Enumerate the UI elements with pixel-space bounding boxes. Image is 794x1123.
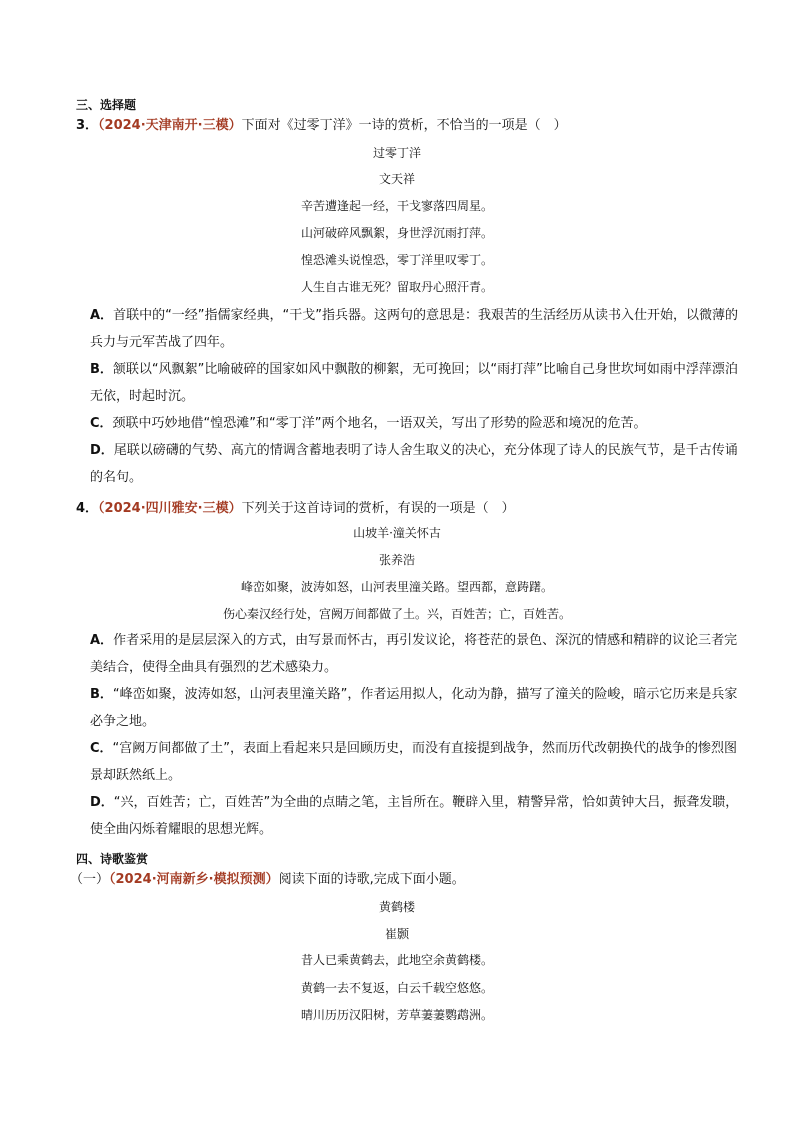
poem-line: 人生自古谁无死？留取丹心照汗青。 (300, 280, 493, 294)
option-text: 首联中的“一经”指儒家经典，“干戈”指兵器。这两句的意思是：我艰苦的生活经历从读书入仕开始，以微薄的兵力与元军苦战了四年。 (90, 308, 739, 350)
question-number: 3． (76, 118, 99, 133)
option-label: A． (90, 633, 114, 648)
question-text: 阅读下面的诗歌,完成下面小题。 (278, 872, 465, 887)
option-a[interactable] (90, 302, 740, 356)
option-label: D． (90, 795, 114, 810)
question-text: 下列关于这首诗词的赏析，有误的一项是（ ） (241, 501, 515, 516)
option-text: “兴，百姓苦；亡，百姓苦”为全曲的点睛之笔，主旨所在。鞭辟入里，精警异常，恰如黄钟大吕，振聋发聩，使全曲闪烁着耀眼的思想光辉。 (90, 795, 739, 837)
option-a[interactable] (90, 627, 740, 681)
option-text: 尾联以磅礴的气势、高亢的情调含蓄地表明了诗人舍生取义的决心，充分体现了诗人的民族气节，是千古传诵的名句。 (90, 443, 738, 485)
section-heading-4: 四、诗歌鉴赏 (76, 852, 149, 866)
question-3-stem (76, 114, 567, 133)
option-c[interactable] (90, 735, 740, 789)
option-label: A． (90, 308, 114, 323)
section-heading-3: 三、选择题 (76, 98, 137, 112)
question-number: 4． (76, 501, 99, 516)
option-c[interactable] (90, 410, 740, 437)
option-b[interactable] (90, 681, 740, 735)
poem-line: 峰峦如聚，波涛如怒，山河表里潼关路。望西都，意踌躇。 (240, 580, 553, 594)
question-source: （2024·天津南开·三模） (98, 118, 242, 133)
poem-line: 惶恐滩头说惶恐，零丁洋里叹零丁。 (300, 253, 493, 267)
part-1-stem (70, 868, 465, 887)
poem-title: 过零丁洋 (372, 146, 421, 160)
poem-title: 黄鹤楼 (378, 900, 415, 914)
poem-line: 伤心秦汉经行处，宫阙万间都做了土。兴，百姓苦；亡，百姓苦。 (222, 607, 571, 621)
option-label: D． (90, 443, 114, 458)
part-prefix: （一） (70, 872, 110, 887)
poem-title: 山坡羊·潼关怀古 (353, 526, 441, 540)
option-text: “峰峦如聚，波涛如怒，山河表里潼关路”，作者运用拟人，化动为静，描写了潼关的险峻，暗示它历来是兵家必争之地。 (90, 687, 738, 729)
option-label: C． (90, 416, 113, 431)
question-source: （2024·四川雅安·三模） (98, 501, 242, 516)
option-text: “宫阙万间都做了土”，表面上看起来只是回顾历史，而没有直接提到战争，然而历代改朝换代的战争的惨烈图景却跃然纸上。 (90, 741, 738, 783)
question-source: （2024·河南新乡·模拟预测） (109, 872, 279, 887)
poem-line: 黄鹤一去不复返，白云千载空悠悠。 (300, 981, 493, 995)
option-label: B． (90, 687, 113, 702)
poem-line: 昔人已乘黄鹤去，此地空余黄鹤楼。 (300, 953, 493, 967)
poem-author: 张养浩 (378, 553, 415, 567)
question-text: 下面对《过零丁洋》一诗的赏析，不恰当的一项是（ ） (241, 118, 567, 133)
option-b[interactable] (90, 356, 740, 410)
option-text: 颈联中巧妙地借“惶恐滩”和“零丁洋”两个地名，一语双关，写出了形势的险恶和境况的危苦。 (112, 416, 647, 431)
option-d[interactable] (90, 437, 740, 491)
poem-author: 崔颢 (384, 927, 409, 941)
option-label: C． (90, 741, 113, 756)
poem-line: 晴川历历汉阳树，芳草萋萋鹦鹉洲。 (300, 1008, 493, 1022)
poem-line: 辛苦遭逢起一经，干戈寥落四周星。 (300, 199, 493, 213)
option-label: B． (90, 362, 113, 377)
option-d[interactable] (90, 789, 740, 843)
poem-author: 文天祥 (378, 172, 415, 186)
poem-line: 山河破碎风飘絮，身世浮沉雨打萍。 (300, 226, 493, 240)
option-text: 颔联以“风飘絮”比喻破碎的国家如风中飘散的柳絮，无可挽回；以“雨打萍”比喻自己身世坎坷如雨中浮萍漂泊无依，时起时沉。 (90, 362, 738, 404)
option-text: 作者采用的是层层深入的方式，由写景而怀古，再引发议论，将苍茫的景色、深沉的情感和精辟的议论三者完美结合，使得全曲具有强烈的艺术感染力。 (90, 633, 738, 675)
question-4-stem (76, 497, 515, 516)
